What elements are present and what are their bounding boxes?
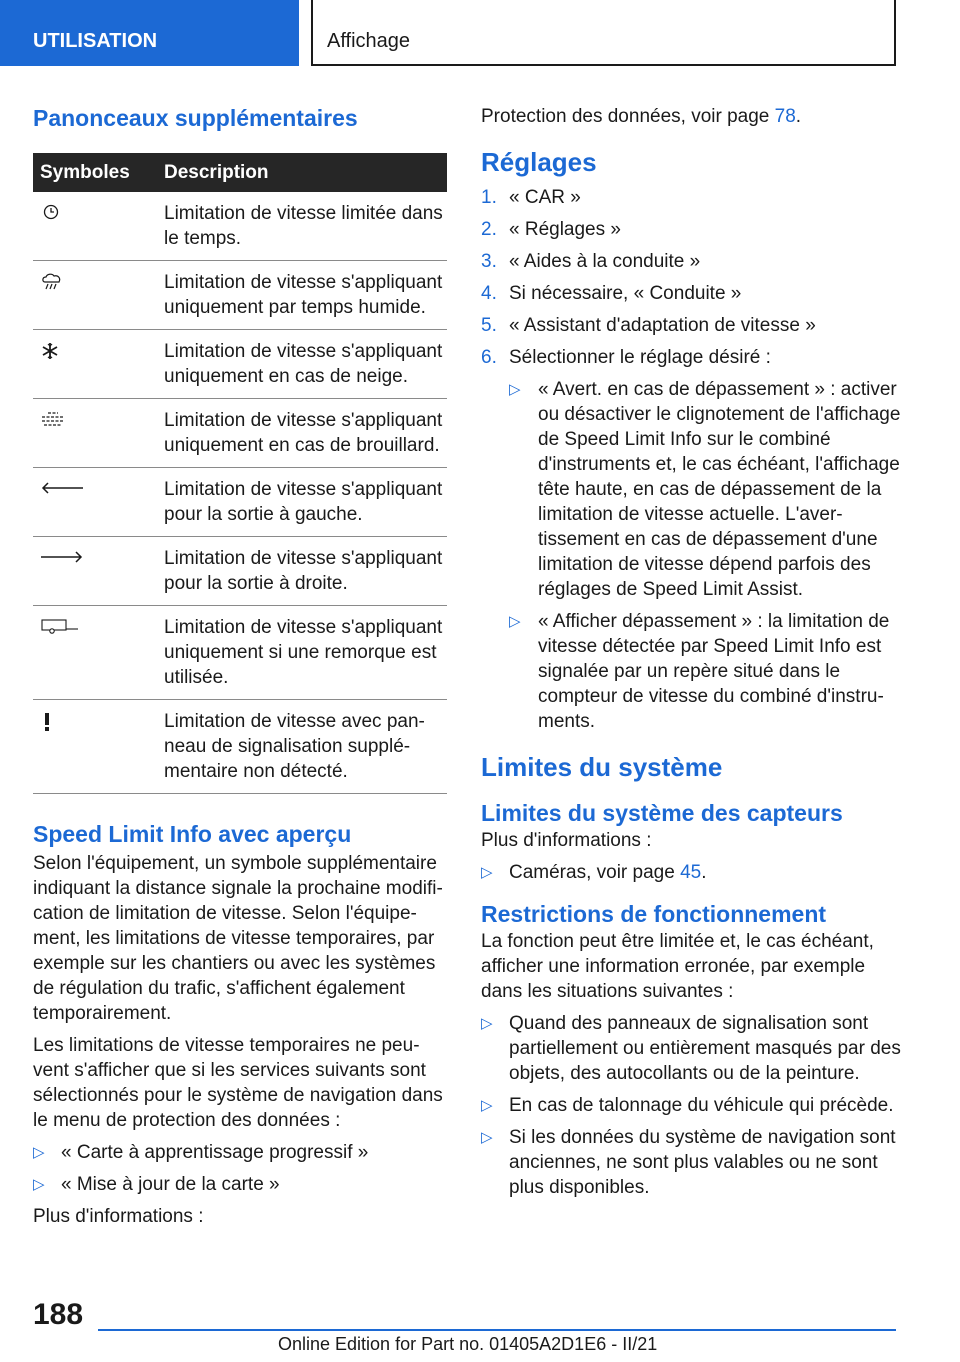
camera-list [481,860,901,885]
heading-reglages: Réglages [481,147,597,177]
list-item: ▷ En cas de talonnage du véhicule qui précède. [481,1095,894,1116]
table-cell-symbol [33,192,164,261]
list-item: 1. « CAR » [481,187,581,208]
table-cell-description: Limitation de vitesse limitée dans le temps. [164,192,447,261]
list-item: 3. « Aides à la conduite » [481,251,701,272]
bullet-triangle-icon: ▷ [509,613,521,630]
paragraph: Selon l'équipement, un symbole supplémentaire indiquant la distance signale la prochaine modification de limitation de vitesse. Selon l'équipement, les limitations de vitesse temporaires, par exemple sur les chantiers ou avec les systèmes de régulation du trafic, s'affichent également temporairement. [33,853,443,1024]
table-cell-symbol [33,537,164,606]
snowflake-icon [40,342,60,360]
rain-cloud-icon [40,273,64,291]
clock-icon [40,204,62,220]
table-cell-description: Limitation de vitesse avec panneau de signalisation supplémentaire non détecté. [164,700,447,794]
header-chapter-box [311,0,896,66]
header-section-label: UTILISATION [33,30,158,52]
left-column [33,100,447,1229]
table-cell-symbol [33,261,164,330]
table-row [33,261,447,330]
table-cell-description: Limitation de vitesse s'appliquant pour la sortie à droite. [164,537,447,606]
page-link-78[interactable]: 78 [774,106,796,127]
list-item: ▷ Si les données du système de navigation sont anciennes, ne sont plus valables ou ne sont plus disponibles. [481,1127,896,1198]
services-list [33,1140,447,1197]
footer-edition: Online Edition for Part no. 01405A2D1E6 - II/21 [278,1334,658,1354]
table-row [33,537,447,606]
table-cell-symbol [33,399,164,468]
list-item: ▷ « Carte à apprentissage progressif » [33,1142,369,1163]
table-row [33,700,447,794]
table-row [33,192,447,261]
table-row [33,399,447,468]
table-cell-symbol [33,606,164,700]
settings-options-list [509,377,901,734]
list-item: 2. « Réglages » [481,219,621,240]
list-item: ▷ « Mise à jour de la carte » [33,1174,280,1195]
table-cell-symbol [33,330,164,399]
table-row [33,606,447,700]
bullet-triangle-icon: ▷ [481,1129,493,1146]
bullet-triangle-icon: ▷ [481,864,493,881]
paragraph: La fonction peut être limitée et, le cas échéant, afficher une information erronée, par exemple dans les situations suivantes : [481,931,874,1002]
list-item: ▷ « Avert. en cas de dépassement » : activer ou désactiver le clignotement de l'affichage de Speed Limit Info sur le combiné d'instruments et, le cas échéant, l'affichage tête haute, en cas de dépassement de la limitation de vitesse actuelle. L'avertissement en cas de dépassement d'une limitation de vitesse dépend parfois des réglages de Speed Limit Assist. [509,379,901,600]
list-item: ▷ « Afficher dépassement » : la limitation de vitesse détectée par Speed Limit Info est signalée par un repère situé dans le compteur de vitesse du combiné d'instruments. [509,611,890,732]
table-header-symboles: Symboles [33,153,164,192]
symbols-table [33,153,447,794]
table-row [33,330,447,399]
table-cell-symbol [33,700,164,794]
settings-steps [481,185,901,734]
table-cell-description: Limitation de vitesse s'appliquant uniquement en cas de neige. [164,330,447,399]
restrictions-list [481,1011,901,1200]
list-item: 6. Sélectionner le réglage désiré : ▷ « Avert. en cas de dépassement » : activer ou désactiver le clignotement de l'affichage de Speed Limit Info sur le combiné d'instruments et, le cas échéant, l'affichage tête haute, en cas de dépassement de la limitation de vitesse actuelle. L'avertissement en cas de dépassement d'une limitation de vitesse dépend parfois des réglages de Speed Limit Assist. ▷ « Afficher dépassement » : la limitation de vitesse détectée par Speed Limit Info est signalée par un repère situé dans le compteur de vitesse du combiné d'instruments. [481,347,901,732]
page-link-45[interactable]: 45 [680,862,702,883]
arrow-right-icon [40,549,84,565]
bullet-triangle-icon: ▷ [481,1015,493,1032]
bullet-triangle-icon: ▷ [33,1176,45,1193]
heading-panonceaux: Panonceaux supplémentaires [33,105,358,131]
page-number: 188 [33,1298,84,1331]
header-section-tab [0,0,299,66]
list-item: ▷ Caméras, voir page 45. [481,862,707,883]
table-cell-description: Limitation de vitesse s'appliquant uniquement par temps humide. [164,261,447,330]
table-header-description: Description [164,153,447,192]
protection-reference: Protection des données, voir page 78. [481,106,802,127]
heading-limites-systeme: Limites du système [481,752,723,782]
list-item: 4. Si nécessaire, « Conduite » [481,283,742,304]
table-header-row [33,153,447,192]
list-item: ▷ Quand des panneaux de signalisation sont partiellement ou entièrement masqués par des objets, des autocollants ou de la peinture. [481,1013,901,1084]
table-cell-symbol [33,468,164,537]
bullet-triangle-icon: ▷ [33,1144,45,1161]
table-cell-description: Limitation de vitesse s'appliquant uniquement en cas de brouillard. [164,399,447,468]
paragraph: Les limitations de vitesse temporaires ne peuvent s'afficher que si les services suivants sont sélectionnés pour le système de navigation dans le menu de protection des données : [33,1035,443,1131]
heading-restrictions: Restrictions de fonctionnement [481,901,827,927]
fog-icon [40,411,66,429]
table-cell-description: Limitation de vitesse s'appliquant uniquement si une remorque est utilisée. [164,606,447,700]
trailer-icon [40,618,80,636]
exclamation-icon [40,712,54,732]
arrow-left-icon [40,480,84,496]
paragraph: Plus d'informations : [481,830,652,851]
bullet-triangle-icon: ▷ [509,381,521,398]
paragraph: Plus d'informations : [33,1206,204,1227]
table-row [33,468,447,537]
list-item: 5. « Assistant d'adaptation de vitesse » [481,315,816,336]
footer-divider [98,1329,896,1331]
heading-limites-capteurs: Limites du système des capteurs [481,800,843,826]
header-chapter-label: Affichage [327,30,411,52]
bullet-triangle-icon: ▷ [481,1097,493,1114]
right-column [481,100,901,1207]
table-cell-description: Limitation de vitesse s'appliquant pour la sortie à gauche. [164,468,447,537]
heading-speed-limit-info: Speed Limit Info avec aperçu [33,821,352,847]
